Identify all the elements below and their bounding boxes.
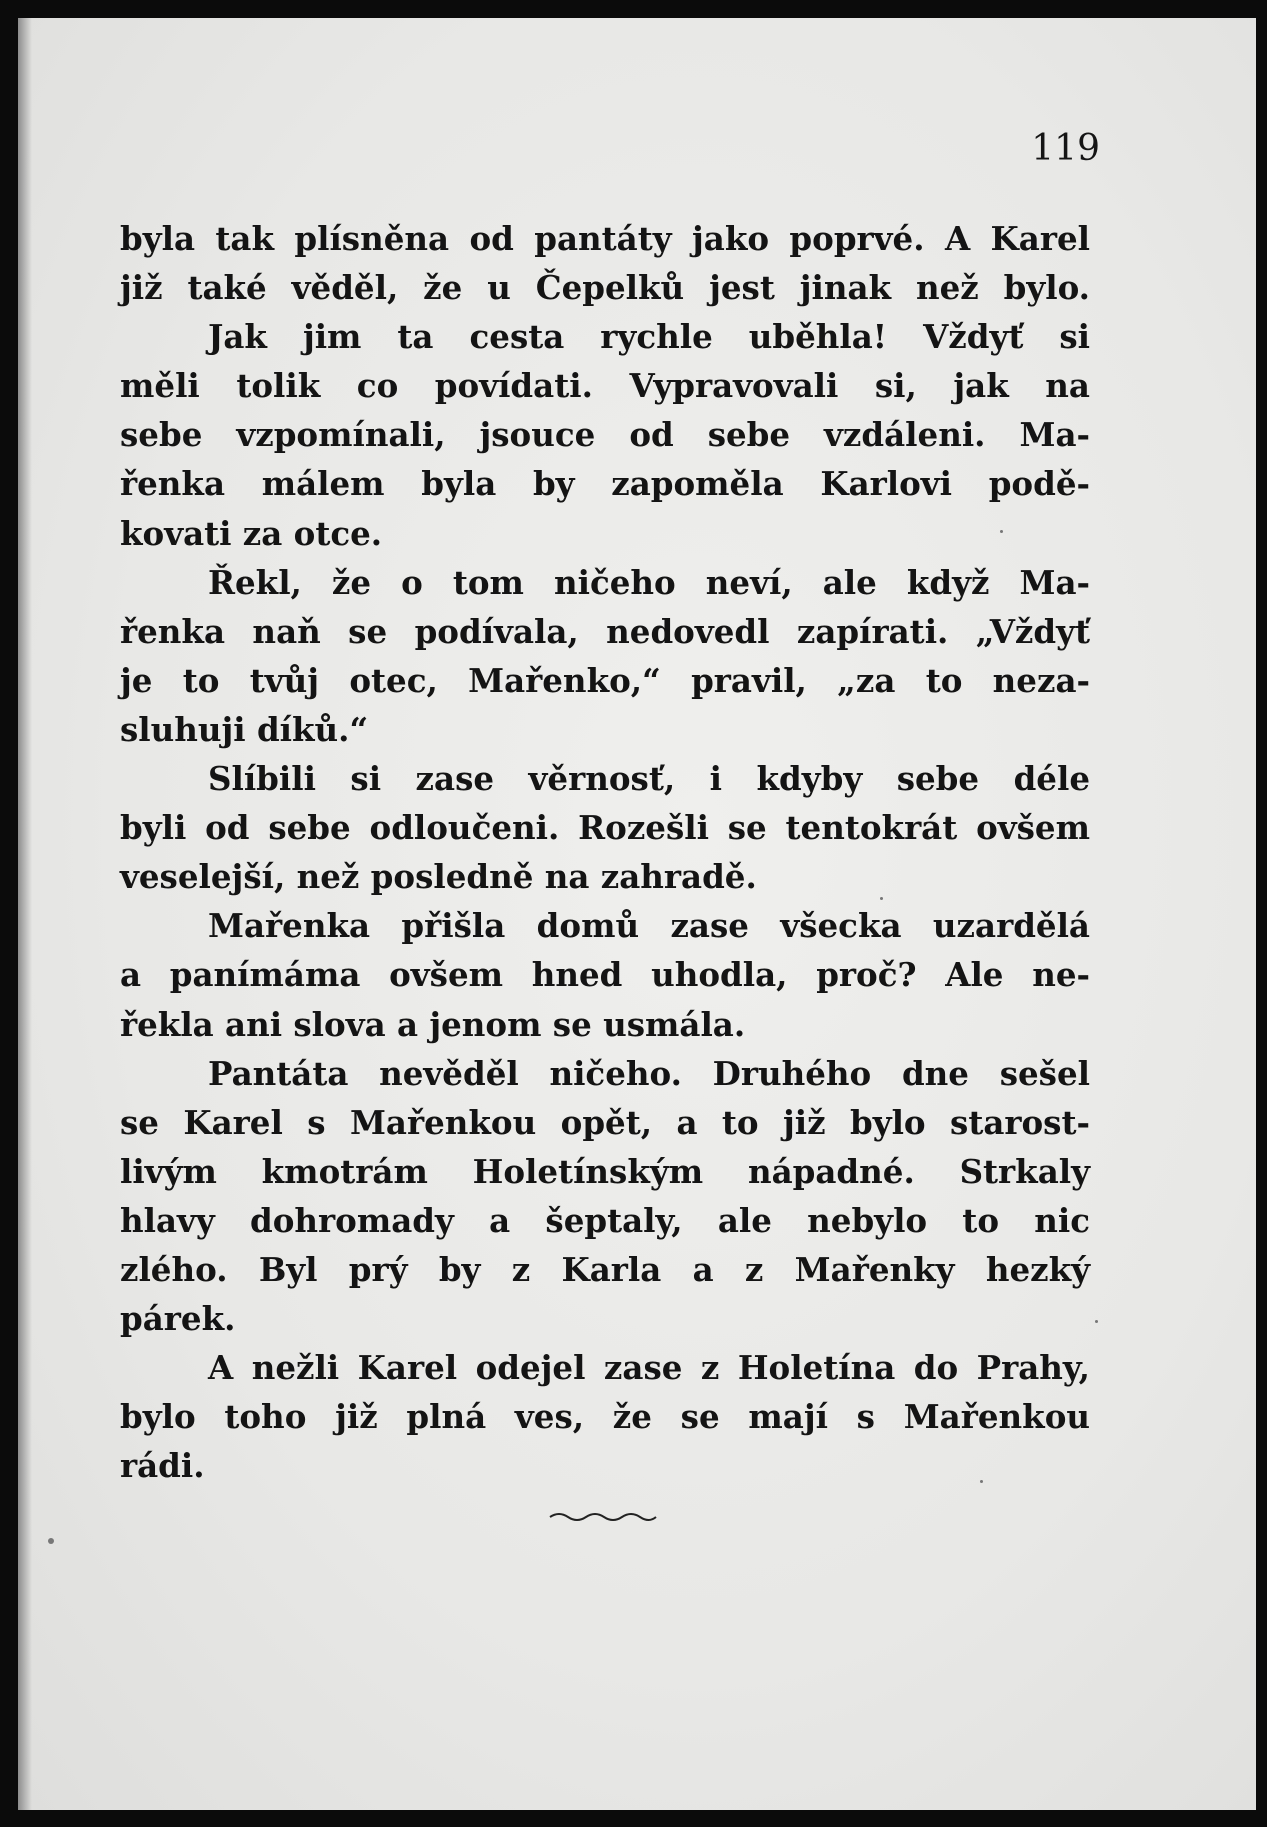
text-line: byla tak plísněna od pantáty jako poprvé. A Karel	[120, 219, 1090, 258]
text-line: bylo toho již plná ves, že se mají s Mařenkou	[120, 1397, 1090, 1437]
text-line: párek.	[120, 1299, 236, 1339]
page-speck	[1000, 530, 1003, 533]
text-line: je to tvůj otec, Mařenko,“ pravil, „za to neza-	[120, 660, 1090, 700]
body-text	[120, 214, 1090, 1490]
page-speck	[880, 897, 883, 900]
text-line: byli od sebe odloučeni. Rozešli se tentokrát ovšem	[120, 808, 1090, 848]
text-line: Slíbili si zase věrnosť, i kdyby sebe déle	[208, 759, 1090, 799]
text-line: sluhuji díků.“	[120, 709, 369, 749]
text-line: rádi.	[120, 1446, 205, 1486]
page-speck	[980, 1480, 983, 1483]
text-line: Pantáta nevěděl ničeho. Druhého dne sešel	[208, 1053, 1090, 1093]
text-line: již také věděl, že u Čepelků jest jinak než bylo.	[120, 268, 1090, 308]
text-line: A nežli Karel odejel zase z Holetína do Prahy,	[208, 1348, 1090, 1388]
text-line: hlavy dohromady a šeptaly, ale nebylo to nic	[120, 1200, 1090, 1240]
text-line: livým kmotrám Holetínským nápadné. Strkaly	[120, 1151, 1090, 1191]
text-line: Jak jim ta cesta rychle uběhla! Vždyť si	[208, 317, 1090, 357]
page-speck	[48, 1538, 54, 1544]
text-line: řenka málem byla by zapoměla Karlovi podě-	[120, 464, 1090, 504]
page-number: 119	[1031, 128, 1100, 169]
page-edge-shadow	[18, 18, 32, 1810]
text-line: kovati za otce.	[120, 513, 383, 553]
text-line: Řekl, že o tom ničeho neví, ale když Ma-	[208, 562, 1090, 602]
text-line: veselejší, než posledně na zahradě.	[120, 857, 757, 897]
text-line: řenka naň se podívala, nedovedl zapírati. „Vždyť	[120, 611, 1090, 651]
end-ornament	[548, 1510, 658, 1524]
text-line: měli tolik co povídati. Vypravovali si, jak na	[120, 366, 1090, 406]
text-line: se Karel s Mařenkou opět, a to již bylo starost-	[120, 1102, 1090, 1142]
text-line: a panímáma ovšem hned uhodla, proč? Ale ne-	[120, 955, 1090, 995]
text-line: řekla ani slova a jenom se usmála.	[120, 1004, 746, 1044]
text-line: zlého. Byl prý by z Karla a z Mařenky hezký	[120, 1249, 1090, 1289]
text-line: sebe vzpomínali, jsouce od sebe vzdáleni. Ma-	[120, 415, 1090, 455]
text-line: Mařenka přišla domů zase všecka uzardělá	[208, 906, 1090, 946]
page-speck	[1095, 1320, 1098, 1323]
